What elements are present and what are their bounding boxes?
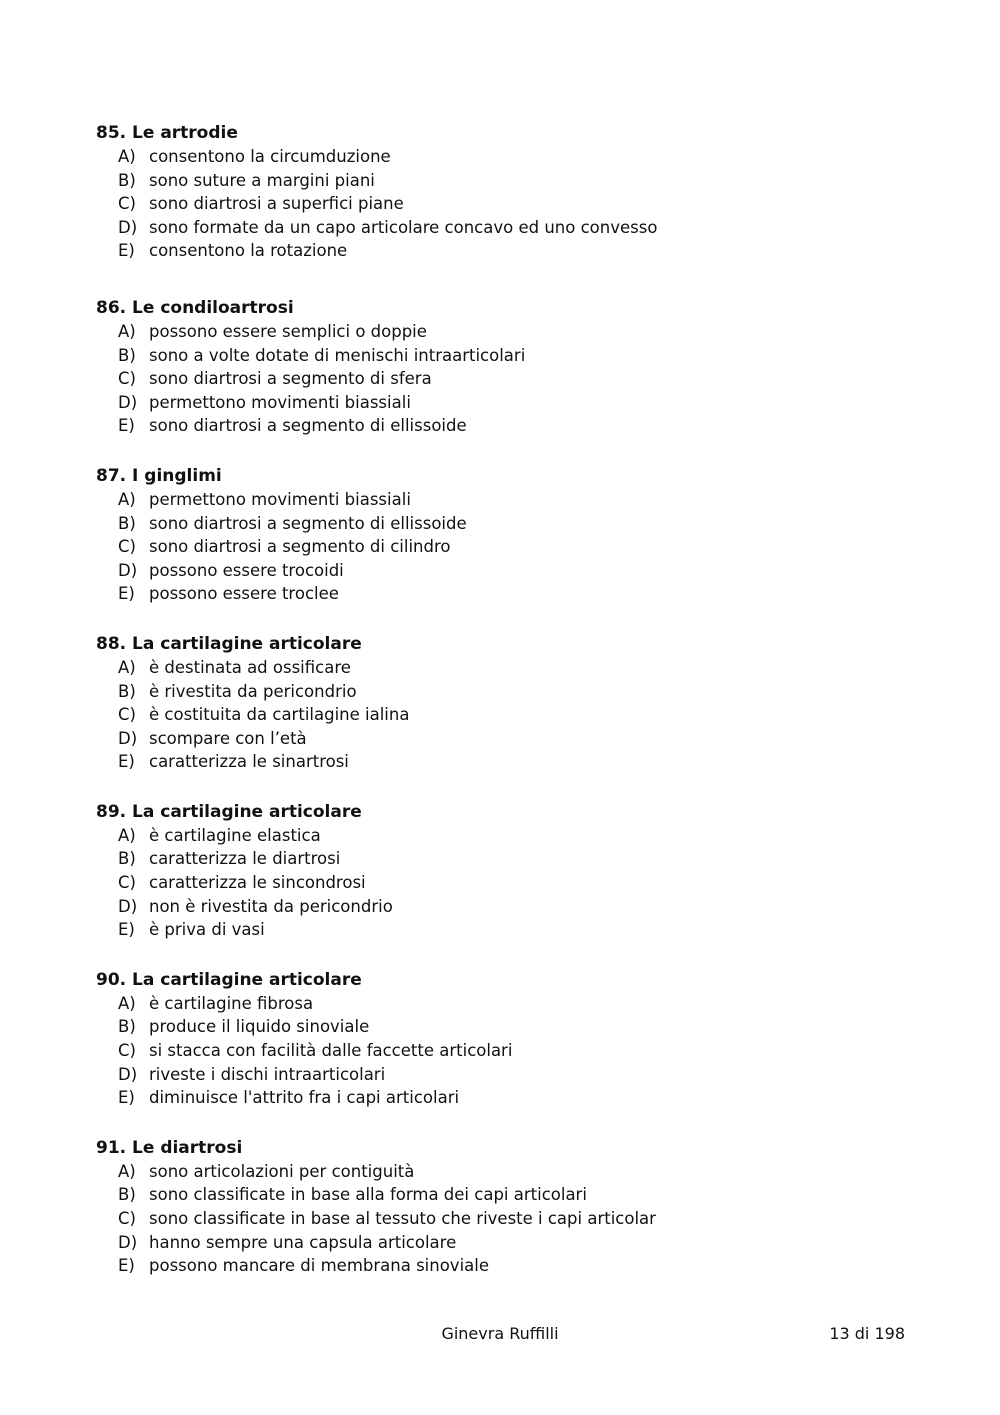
option-text: è costituita da cartilagine ialina bbox=[149, 705, 410, 725]
option-text: si stacca con facilità dalle faccette articolari bbox=[149, 1041, 513, 1061]
option-letter: C) bbox=[118, 1209, 136, 1228]
option-letter: B) bbox=[118, 170, 136, 190]
option-text: sono diartrosi a segmento di ellissoide bbox=[149, 513, 467, 533]
option-list bbox=[96, 320, 916, 438]
option-text: è priva di vasi bbox=[149, 920, 265, 940]
option-letter: D) bbox=[118, 728, 138, 748]
option-letter: A) bbox=[118, 825, 136, 845]
option-letter: B) bbox=[118, 345, 136, 365]
option-e bbox=[118, 239, 916, 263]
option-text: sono articolazioni per contiguità bbox=[149, 1161, 415, 1181]
option-text: hanno sempre una capsula articolare bbox=[149, 1232, 457, 1252]
option-text: diminuisce l'attrito fra i capi articolari bbox=[149, 1088, 460, 1108]
option-b bbox=[118, 680, 916, 704]
option-c bbox=[118, 535, 916, 559]
option-d bbox=[118, 216, 916, 240]
option-e bbox=[118, 414, 916, 438]
option-letter: A) bbox=[118, 489, 136, 509]
option-a bbox=[118, 1160, 916, 1184]
spacer bbox=[96, 263, 916, 296]
footer-author: Ginevra Ruffilli bbox=[441, 1324, 559, 1343]
option-letter: D) bbox=[118, 1064, 138, 1084]
option-letter: D) bbox=[118, 392, 138, 412]
question-title: 88. La cartilagine articolare bbox=[96, 633, 362, 654]
option-letter: E) bbox=[118, 920, 135, 940]
question-title: 90. La cartilagine articolare bbox=[96, 969, 362, 990]
option-letter: E) bbox=[118, 584, 135, 604]
option-text: scompare con l’età bbox=[149, 728, 307, 748]
spacer bbox=[96, 774, 916, 800]
question-title: 91. Le diartrosi bbox=[96, 1137, 243, 1158]
question-85 bbox=[96, 121, 916, 263]
page-number: 13 di 198 bbox=[829, 1324, 905, 1343]
option-a bbox=[118, 145, 916, 169]
option-e bbox=[118, 1086, 916, 1110]
option-b bbox=[118, 344, 916, 368]
option-letter: E) bbox=[118, 416, 135, 436]
option-letter: E) bbox=[118, 1088, 135, 1108]
question-86 bbox=[96, 296, 916, 438]
option-letter: C) bbox=[118, 873, 136, 893]
option-c bbox=[118, 367, 916, 391]
option-a bbox=[118, 824, 916, 848]
option-letter: D) bbox=[118, 896, 138, 916]
option-list bbox=[96, 1160, 916, 1278]
option-a bbox=[118, 992, 916, 1016]
question-89 bbox=[96, 800, 916, 942]
option-letter: A) bbox=[118, 657, 136, 677]
option-b bbox=[118, 1015, 916, 1039]
option-text: sono suture a margini piani bbox=[149, 170, 375, 190]
option-letter: E) bbox=[118, 1256, 135, 1276]
option-text: consentono la circumduzione bbox=[149, 147, 391, 166]
option-c bbox=[118, 192, 916, 216]
option-text: è cartilagine elastica bbox=[149, 825, 321, 845]
option-d bbox=[118, 559, 916, 583]
option-letter: A) bbox=[118, 321, 136, 341]
question-list bbox=[96, 121, 916, 1278]
option-text: sono classificate in base al tessuto che riveste i capi articolar bbox=[149, 1209, 656, 1228]
option-letter: C) bbox=[118, 705, 136, 725]
question-title: 89. La cartilagine articolare bbox=[96, 801, 362, 822]
option-c bbox=[118, 703, 916, 727]
option-text: caratterizza le sincondrosi bbox=[149, 873, 366, 893]
option-text: possono mancare di membrana sinoviale bbox=[149, 1256, 490, 1276]
option-letter: A) bbox=[118, 1161, 136, 1181]
spacer bbox=[96, 942, 916, 968]
option-text: non è rivestita da pericondrio bbox=[149, 896, 393, 916]
option-c bbox=[118, 1039, 916, 1063]
spacer bbox=[96, 1110, 916, 1136]
option-a bbox=[118, 320, 916, 344]
option-letter: A) bbox=[118, 993, 136, 1013]
option-text: possono essere trocoidi bbox=[149, 560, 344, 580]
option-b bbox=[118, 512, 916, 536]
option-letter: A) bbox=[118, 147, 136, 166]
option-text: consentono la rotazione bbox=[149, 241, 348, 261]
option-e bbox=[118, 1254, 916, 1278]
option-text: è destinata ad ossificare bbox=[149, 657, 351, 677]
option-c bbox=[118, 871, 916, 895]
spacer bbox=[96, 606, 916, 632]
option-letter: D) bbox=[118, 1232, 138, 1252]
option-a bbox=[118, 488, 916, 512]
option-text: sono classificate in base alla forma dei capi articolari bbox=[149, 1185, 587, 1205]
option-d bbox=[118, 1063, 916, 1087]
option-e bbox=[118, 918, 916, 942]
option-list bbox=[96, 992, 916, 1110]
option-text: riveste i dischi intraarticolari bbox=[149, 1064, 386, 1084]
option-text: possono essere troclee bbox=[149, 584, 339, 604]
option-letter: B) bbox=[118, 681, 136, 701]
option-b bbox=[118, 1183, 916, 1207]
option-text: è rivestita da pericondrio bbox=[149, 681, 357, 701]
option-list bbox=[96, 488, 916, 606]
option-a bbox=[118, 656, 916, 680]
option-letter: B) bbox=[118, 1185, 136, 1205]
option-text: sono a volte dotate di menischi intraarticolari bbox=[149, 345, 526, 365]
option-text: sono diartrosi a segmento di ellissoide bbox=[149, 416, 467, 436]
option-text: sono diartrosi a segmento di cilindro bbox=[149, 537, 451, 557]
option-text: permettono movimenti biassiali bbox=[149, 489, 411, 509]
option-text: sono diartrosi a superfici piane bbox=[149, 194, 404, 214]
question-title: 86. Le condiloartrosi bbox=[96, 297, 294, 318]
option-letter: C) bbox=[118, 537, 136, 557]
option-e bbox=[118, 750, 916, 774]
option-b bbox=[118, 169, 916, 193]
option-text: sono formate da un capo articolare concavo ed uno convesso bbox=[149, 217, 658, 237]
option-d bbox=[118, 727, 916, 751]
option-d bbox=[118, 895, 916, 919]
option-text: caratterizza le diartrosi bbox=[149, 849, 341, 869]
option-text: produce il liquido sinoviale bbox=[149, 1017, 370, 1037]
question-91 bbox=[96, 1136, 916, 1278]
option-e bbox=[118, 582, 916, 606]
option-text: caratterizza le sinartrosi bbox=[149, 752, 349, 772]
option-b bbox=[118, 847, 916, 871]
option-letter: D) bbox=[118, 560, 138, 580]
option-letter: B) bbox=[118, 513, 136, 533]
option-letter: B) bbox=[118, 1017, 136, 1037]
option-letter: B) bbox=[118, 849, 136, 869]
option-list bbox=[96, 824, 916, 942]
question-88 bbox=[96, 632, 916, 774]
option-d bbox=[118, 391, 916, 415]
question-title: 85. Le artrodie bbox=[96, 123, 238, 143]
option-letter: E) bbox=[118, 241, 135, 261]
option-text: possono essere semplici o doppie bbox=[149, 321, 427, 341]
option-c bbox=[118, 1207, 916, 1231]
option-letter: C) bbox=[118, 369, 136, 389]
question-90 bbox=[96, 968, 916, 1110]
option-text: permettono movimenti biassiali bbox=[149, 392, 411, 412]
option-text: sono diartrosi a segmento di sfera bbox=[149, 369, 432, 389]
option-letter: E) bbox=[118, 752, 135, 772]
spacer bbox=[96, 438, 916, 464]
option-letter: C) bbox=[118, 1041, 136, 1061]
question-87 bbox=[96, 464, 916, 606]
option-letter: D) bbox=[118, 217, 138, 237]
question-title: 87. I ginglimi bbox=[96, 465, 222, 486]
option-d bbox=[118, 1231, 916, 1255]
option-list bbox=[96, 145, 916, 263]
option-text: è cartilagine fibrosa bbox=[149, 993, 314, 1013]
option-letter: C) bbox=[118, 194, 136, 214]
option-list bbox=[96, 656, 916, 774]
